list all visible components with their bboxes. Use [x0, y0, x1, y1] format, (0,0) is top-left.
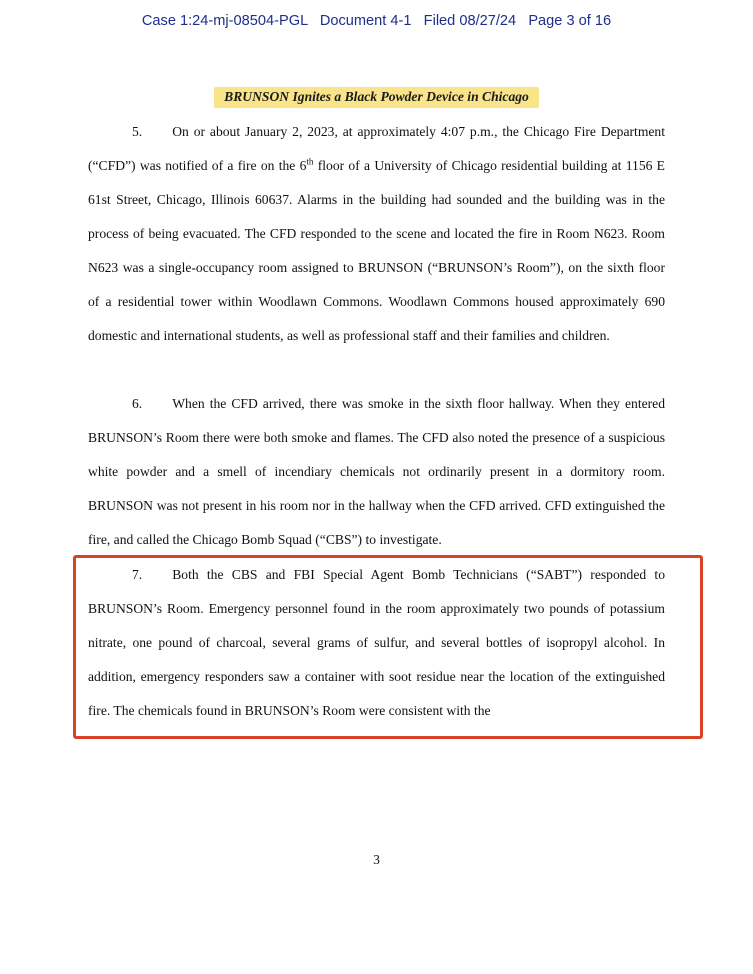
paragraph-text-continued: floor of a University of Chicago residential building at 1156 E 61st Street, Chicago, Illinois 60637. Alarms in the building had sounded and the building was in the process of being evacuated. The CFD responded to the scene and located the fire in Room N623. Room N623 was a single-occupancy room assigned to BRUNSON (“BRUNSON’s Room”), on the sixth floor of a residential tower within Woodlawn Commons. Woodlawn Commons housed approximately 690 domestic and international students, as well as professional staff and their families and children.	[88, 158, 665, 343]
section-heading: BRUNSON Ignites a Black Powder Device in Chicago	[214, 87, 539, 108]
page-count: Page 3 of 16	[528, 13, 612, 29]
paragraph-6	[88, 387, 665, 557]
paragraph-5	[88, 115, 665, 353]
annotation-highlight-box	[73, 555, 703, 739]
paragraph-text: When the CFD arrived, there was smoke in the sixth floor hallway. When they entered BRUNSON’s Room there were both smoke and flames. The CFD also noted the presence of a suspicious white powder and a smell of incendiary chemicals not ordinarily present in a dormitory room. BRUNSON was not present in his room nor in the hallway when the CFD arrived. CFD extinguished the fire, and called the Chicago Bomb Squad (“CBS”) to investigate.	[88, 396, 665, 547]
filed-date: Filed 08/27/24	[423, 13, 517, 29]
paragraph-number: 7.	[132, 567, 143, 582]
ordinal-superscript: th	[306, 156, 314, 167]
paragraph-number: 6.	[132, 396, 143, 411]
page-number: 3	[373, 852, 380, 867]
paragraph-text: On or about January 2, 2023, at approximately 4:07 p.m., the Chicago Fire Department (“CFD”) was notified of a fire on the 6	[88, 124, 665, 173]
case-header	[0, 13, 753, 29]
paragraph-number: 5.	[132, 124, 143, 139]
case-number: Case 1:24-mj-08504-PGL	[141, 13, 308, 29]
document-number: Document 4-1	[319, 13, 412, 29]
paragraph-text: Both the CBS and FBI Special Agent Bomb Technicians (“SABT”) responded to BRUNSON’s Room. Emergency personnel found in the room approximately two pounds of potassium nitrate, one pound of charcoal, several grams of sulfur, and several bottles of isopropyl alcohol. In addition, emergency responders saw a container with soot residue near the location of the extinguished fire. The chemicals found in BRUNSON’s Room were consistent with the	[88, 567, 665, 718]
section-heading-container	[0, 87, 753, 108]
